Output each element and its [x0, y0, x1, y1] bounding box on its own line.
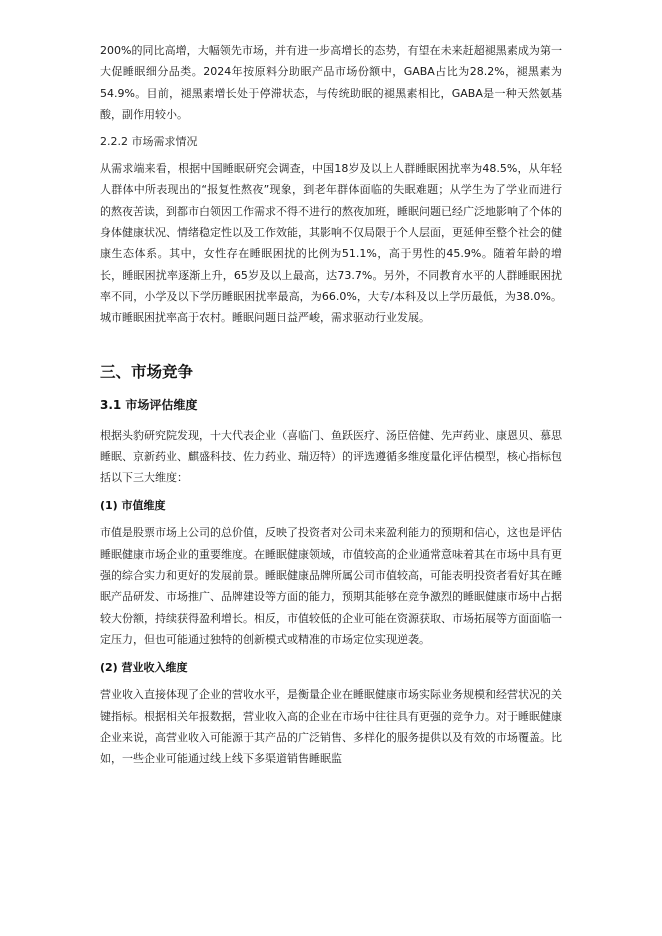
section-heading-3-1: 3.1 市场评估维度	[100, 397, 198, 412]
section-heading-market-competition: 三、市场竞争	[100, 362, 194, 381]
demand-paragraph: 从需求端来看，根据中国睡眠研究会调查，中国18岁及以上人群睡眠困扰率为48.5%，从年轻人群体中所表现出的“报复性熬夜”现象，到老年群体面临的失眠难题；从学生为了学业而进行的熬夜苦读，到都市白领因工作需求不得不进行的熬夜加班，睡眠问题已经广泛地影响了个体的身体健康状况、情绪稳定性以及工作效能，其影响不仅局限于个人层面，更延伸至整个社会的健康生态体系。其中，女性存在睡眠困扰的比例为51.1%，高于男性的45.9%。随着年龄的增长，睡眠困扰率逐渐上升，65岁及以上最高，达73.7%。另外，不同教育水平的人群睡眠困扰率不同，小学及以下学历睡眠困扰率最高，为66.0%，大专/本科及以上学历最低，为38.0%。城市睡眠困扰率高于农村。睡眠问题日益严峻，需求驱动行业发展。	[100, 162, 562, 325]
market-cap-paragraph: 市值是股票市场上公司的总价值，反映了投资者对公司未来盈利能力的预期和信心，这也是评估睡眠健康市场企业的重要维度。在睡眠健康领域，市值较高的企业通常意味着其在市场中具有更强的综合实力和更好的发展前景。睡眠健康品牌所属公司市值较高，可能表明投资者看好其在睡眠产品研发、市场推广、品牌建设等方面的能力，预期其能够在竞争激烈的睡眠健康市场中占据较大份额，持续获得盈利增长。相反，市值较低的企业可能在资源获取、市场拓展等方面面临一定压力，但也可能通过独特的创新模式或精准的市场定位实现逆袭。	[100, 526, 562, 646]
subsection-heading-2-2-2: 2.2.2 市场需求情况	[100, 135, 198, 149]
dimension-heading-market-cap: (1) 市值维度	[100, 499, 166, 513]
document-page	[100, 40, 562, 769]
evaluation-paragraph: 根据头豹研究院发现，十大代表企业（喜临门、鱼跃医疗、汤臣倍健、先声药业、康恩贝、慕思睡眠、京新药业、麒盛科技、佐力药业、瑞迈特）的评选遵循多维度量化评估模型，核心指标包括以下三大维度：	[100, 428, 562, 485]
dimension-heading-revenue: (2) 营业收入维度	[100, 661, 188, 675]
revenue-paragraph: 营业收入直接体现了企业的营收水平，是衡量企业在睡眠健康市场实际业务规模和经营状况的关键指标。根据相关年报数据，营业收入高的企业在市场中往往具有更强的竞争力。对于睡眠健康企业来说，高营业收入可能源于其产品的广泛销售、多样化的服务提供以及有效的市场覆盖。比如，一些企业可能通过线上线下多渠道销售睡眠监	[100, 688, 562, 766]
intro-paragraph: 200%的同比高增，大幅领先市场，并有进一步高增长的态势，有望在未来赶超褪黑素成为第一大促睡眠细分品类。2024年按原料分助眠产品市场份额中，GABA占比为28.2%，褪黑素为54.9%。目前，褪黑素增长处于停滞状态，与传统助眠的褪黑素相比，GABA是一种天然氨基酸，副作用较小。	[100, 44, 562, 121]
